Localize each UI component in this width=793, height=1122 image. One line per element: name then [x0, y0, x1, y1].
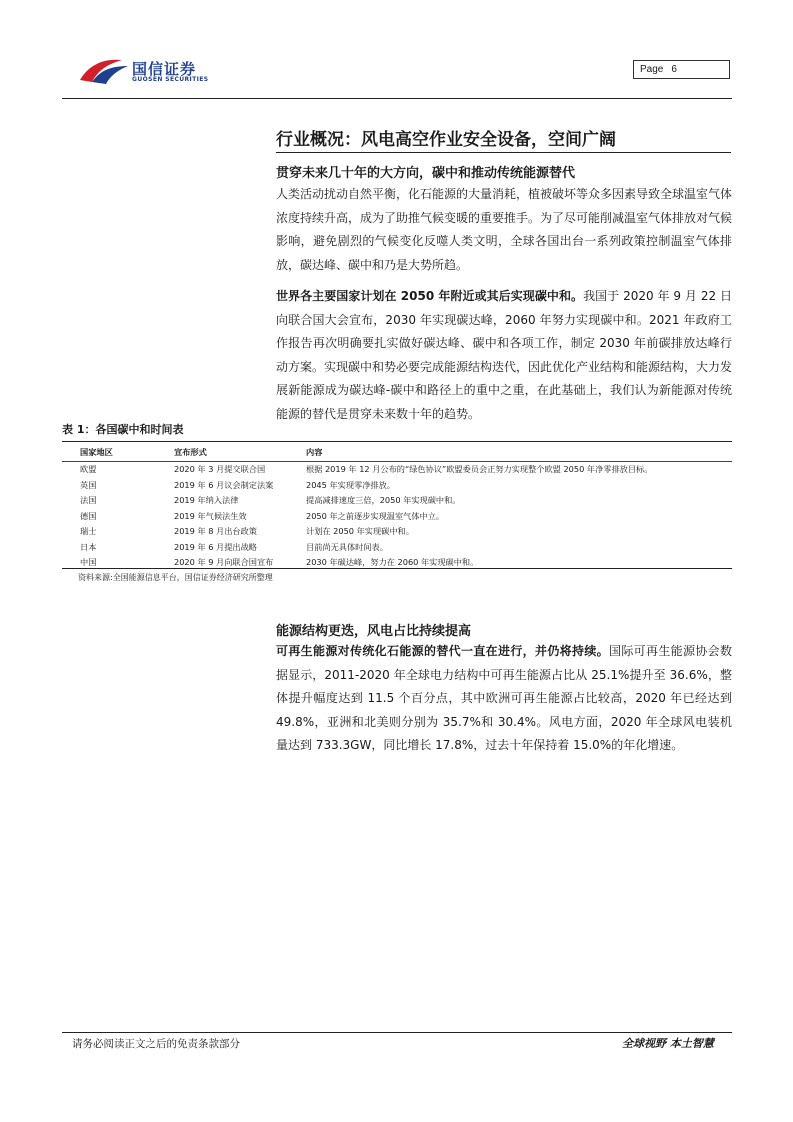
paragraph-2-lead: 世界各主要国家计划在 2050 年附近或其后实现碳中和。	[276, 289, 584, 303]
company-logo	[78, 56, 238, 86]
table-header-row	[62, 445, 732, 462]
disclaimer-notice: 请务必阅读正文之后的免责条款部分	[72, 1038, 240, 1050]
table-source-note: 资料来源:全国能源信息平台，国信证券经济研究所整理	[78, 573, 273, 582]
subsection-title-1: 贯穿未来几十年的大方向，碳中和推动传统能源替代	[276, 166, 576, 181]
table-header-cell: 内容	[306, 445, 732, 462]
paragraph-3	[276, 640, 732, 758]
table-row	[62, 509, 732, 525]
table-cell: 2019 年 6 月议会制定法案	[174, 479, 274, 490]
table-row	[62, 524, 732, 540]
logo-name-cn: 国信证券	[132, 60, 197, 78]
paragraph-2	[276, 285, 732, 426]
footer-divider	[62, 1032, 732, 1033]
table-cell: 2019 年纳入法律	[174, 495, 239, 506]
table-bottom-rule	[62, 568, 732, 569]
table-header-cell: 国家地区	[62, 445, 174, 462]
table-cell: 目前尚无具体时间表。	[306, 541, 388, 552]
table-cell: 2050 年之前逐步实现温室气体中立。	[306, 510, 445, 521]
table-cell: 2030 年碳达峰，努力在 2060 年实现碳中和。	[306, 557, 479, 568]
page-number: 6	[671, 64, 677, 75]
table-cell: 提高减排速度三倍，2050 年实现碳中和。	[306, 495, 461, 506]
paragraph-3-lead: 可再生能源对传统化石能源的替代一直在进行，并仍将持续。	[276, 644, 609, 658]
table-cell: 2019 年 8 月出台政策	[174, 526, 257, 537]
table-cell: 瑞士	[80, 526, 97, 537]
paragraph-3-body: 国际可再生能源协会数据显示，2011-2020 年全球电力结构中可再生能源占比从 25.1%提升至 36.6%，整体提升幅度达到 11.5 个百分点，其中欧洲可再生能源占比较高，2020 年已经达到 49.8%，亚洲和北美则分别为 35.7%和 30.4%。风电方面，2020 年全球风电装机量达到 733.3GW，同比增长 17.8%，过去十年保持着 15.0%的年化增速。	[276, 644, 732, 752]
section-title-divider	[276, 152, 731, 153]
table-cell: 2020 年 3 月提交联合国	[174, 464, 266, 475]
table-cell: 2020 年 9 月向联合国宣布	[174, 557, 274, 568]
section-title: 行业概况：风电高空作业安全设备，空间广阔	[276, 130, 616, 150]
paragraph-2-body: 我国于 2020 年 9 月 22 日向联合国大会宣布，2030 年实现碳达峰，2060 年努力实现碳中和。2021 年政府工作报告再次明确要扎实做好碳达峰、碳中和各项工作，制定 2030 年前碳排放达峰行动方案。实现碳中和势必要完成能源结构迭代，因此优化产业结构和能源结构，大力发展新能源成为碳达峰-碳中和路径上的重中之重，在此基础上，我们认为新能源对传统能源的替代是贯穿未来数十年的趋势。	[276, 289, 733, 421]
table-top-rule	[62, 441, 732, 442]
header-divider	[62, 98, 732, 99]
table-cell: 2045 年实现零净排放。	[306, 479, 395, 490]
page-label: Page	[640, 64, 664, 75]
table-row	[62, 540, 732, 556]
table-cell: 法国	[80, 495, 97, 506]
table-cell: 根据 2019 年 12 月公布的“绿色协议”欧盟委员会正努力实现整个欧盟 2050 年净零排放目标。	[306, 464, 653, 475]
logo-mark-icon	[78, 56, 130, 86]
company-slogan: 全球视野 本土智慧	[622, 1037, 714, 1050]
table-cell: 日本	[80, 541, 97, 552]
paragraph-1: 人类活动扰动自然平衡，化石能源的大量消耗，植被破坏等众多因素导致全球温室气体浓度持续升高，成为了助推气候变暖的重要推手。为了尽可能削减温室气体排放对气候影响，避免剧烈的气候变化反噬人类文明，全球各国出台一系列政策控制温室气体排放，碳达峰、碳中和乃是大势所趋。	[276, 187, 733, 272]
table-cell: 欧盟	[80, 464, 97, 475]
table-cell: 中国	[80, 557, 97, 568]
table-row	[62, 493, 732, 509]
carbon-neutral-timeline-table	[62, 445, 732, 571]
page-indicator	[633, 60, 730, 79]
table-cell: 英国	[80, 479, 97, 490]
table-title: 表 1：各国碳中和时间表	[62, 423, 184, 436]
table-cell: 德国	[80, 510, 97, 521]
table-cell: 计划在 2050 年实现碳中和。	[306, 526, 414, 537]
table-row	[62, 478, 732, 494]
logo-name-en: GUOSEN SECURITIES	[132, 76, 209, 83]
table-cell: 2019 年 6 月提出战略	[174, 541, 257, 552]
subsection-title-2: 能源结构更迭，风电占比持续提高	[276, 624, 472, 639]
table-header-cell: 宣布形式	[174, 445, 306, 462]
table-row	[62, 462, 732, 478]
table-cell: 2019 年气候法生效	[174, 510, 247, 521]
